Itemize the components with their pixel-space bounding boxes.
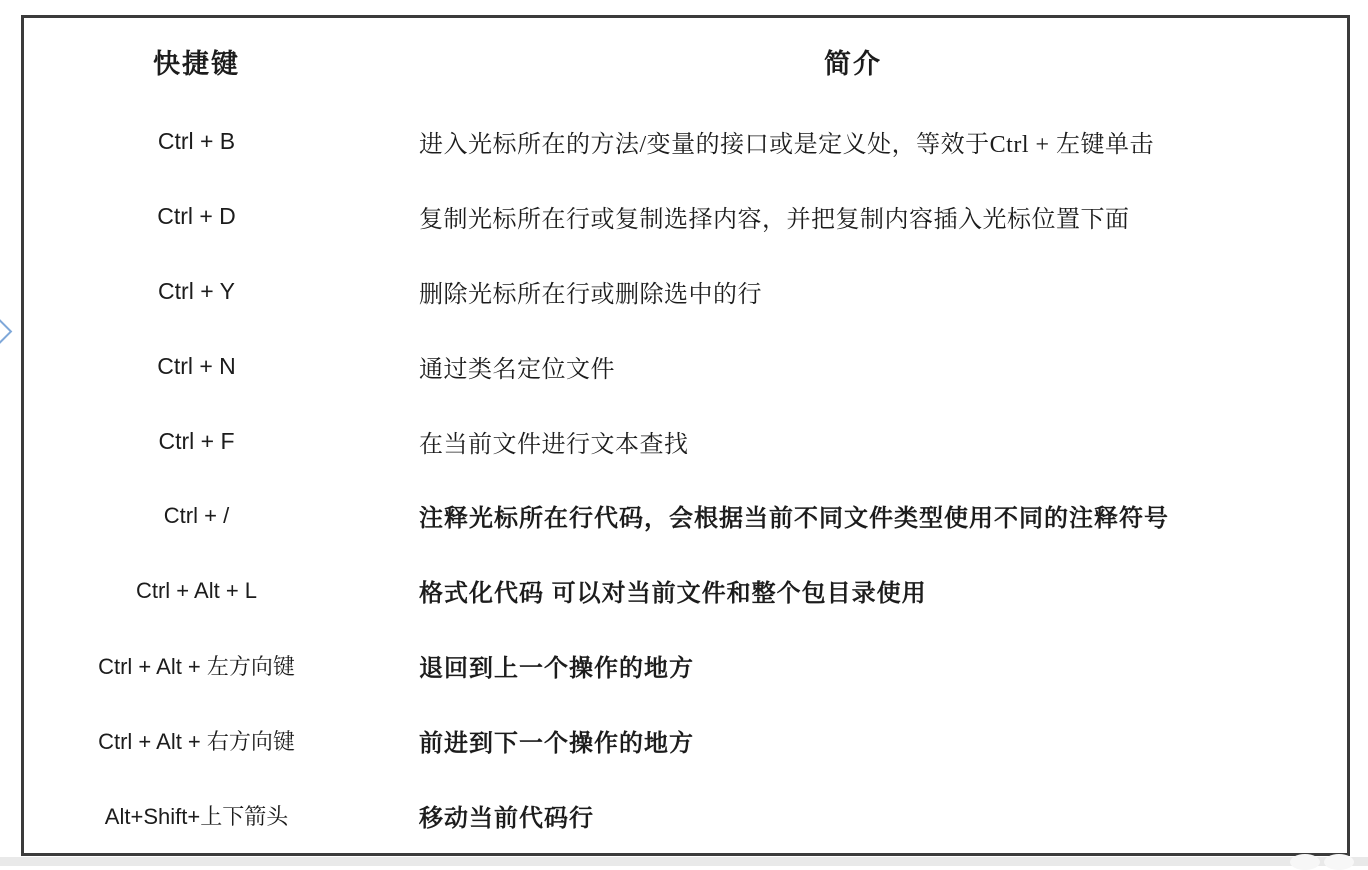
shortcut-key-cell (24, 628, 369, 703)
shortcut-description-label: 移动当前代码行 (419, 805, 594, 833)
table-row (24, 329, 1347, 404)
shortcut-description-cell (369, 778, 1347, 853)
column-header-description (369, 18, 1347, 104)
table-row (24, 479, 1347, 554)
shortcut-description-label: 复制光标所在行或复制选择内容，并把复制内容插入光标位置下面 (419, 206, 1130, 233)
shortcut-key-cell (24, 479, 369, 554)
table-row (24, 179, 1347, 254)
watermark-shape (1324, 854, 1354, 870)
shortcut-key-label: Ctrl + B (157, 127, 236, 154)
watermark-shape (1290, 854, 1320, 870)
shortcut-description-label: 通过类名定位文件 (419, 356, 615, 383)
table-row (24, 778, 1347, 853)
table-row (24, 404, 1347, 479)
shortcut-description-label: 进入光标所在的方法/变量的接口或是定义处，等效于Ctrl + 左键单击 (419, 131, 1155, 158)
shortcut-key-cell (24, 104, 369, 179)
shortcut-key-label: Alt+Shift+上下箭头 (104, 804, 289, 830)
shortcut-key-cell (24, 329, 369, 404)
shortcut-table (21, 15, 1350, 856)
column-header-description-label: 简介 (824, 48, 882, 79)
column-header-shortcut (24, 18, 369, 104)
shortcut-key-label: Ctrl + Alt + L (135, 577, 258, 603)
shortcut-description-cell (369, 628, 1347, 703)
shortcut-key-label: Ctrl + / (163, 502, 230, 528)
shortcut-key-label: Ctrl + Alt + 右方向键 (98, 729, 295, 755)
shortcut-key-cell (24, 778, 369, 853)
table-row (24, 703, 1347, 778)
table-body (24, 104, 1347, 853)
shortcut-description-cell (369, 553, 1347, 628)
shortcut-description-cell (369, 254, 1347, 329)
shortcut-key-cell (24, 553, 369, 628)
table-header-row (24, 18, 1347, 104)
shortcut-key-cell (24, 179, 369, 254)
shortcut-description-label: 前进到下一个操作的地方 (419, 730, 694, 758)
shortcut-key-label: Ctrl + Alt + 左方向键 (98, 654, 295, 680)
shortcut-description-cell (369, 104, 1347, 179)
shortcut-description-label: 格式化代码 可以对当前文件和整个包目录使用 (419, 580, 927, 608)
shortcut-description-cell (369, 179, 1347, 254)
shortcut-description-label: 注释光标所在行代码，会根据当前不同文件类型使用不同的注释符号 (419, 505, 1169, 533)
shortcut-key-label: Ctrl + N (157, 352, 236, 379)
chevron-right-icon (0, 317, 12, 347)
shortcut-description-cell (369, 404, 1347, 479)
shortcut-key-cell (24, 254, 369, 329)
shortcut-description-label: 删除光标所在行或删除选中的行 (419, 281, 762, 308)
table-row (24, 104, 1347, 179)
shortcut-key-label: Ctrl + F (158, 427, 235, 454)
shortcut-key-label: Ctrl + Y (158, 277, 235, 304)
table-row (24, 553, 1347, 628)
bottom-edge-strip (0, 857, 1368, 866)
table-row (24, 628, 1347, 703)
shortcut-description-label: 退回到上一个操作的地方 (419, 655, 694, 683)
shortcut-key-cell (24, 404, 369, 479)
shortcut-description-label: 在当前文件进行文本查找 (419, 431, 689, 458)
shortcut-key-label: Ctrl + D (157, 202, 236, 229)
shortcut-description-cell (369, 703, 1347, 778)
table-row (24, 254, 1347, 329)
column-header-shortcut-label: 快捷键 (153, 48, 240, 79)
shortcut-key-cell (24, 703, 369, 778)
shortcut-description-cell (369, 479, 1347, 554)
shortcut-description-cell (369, 329, 1347, 404)
